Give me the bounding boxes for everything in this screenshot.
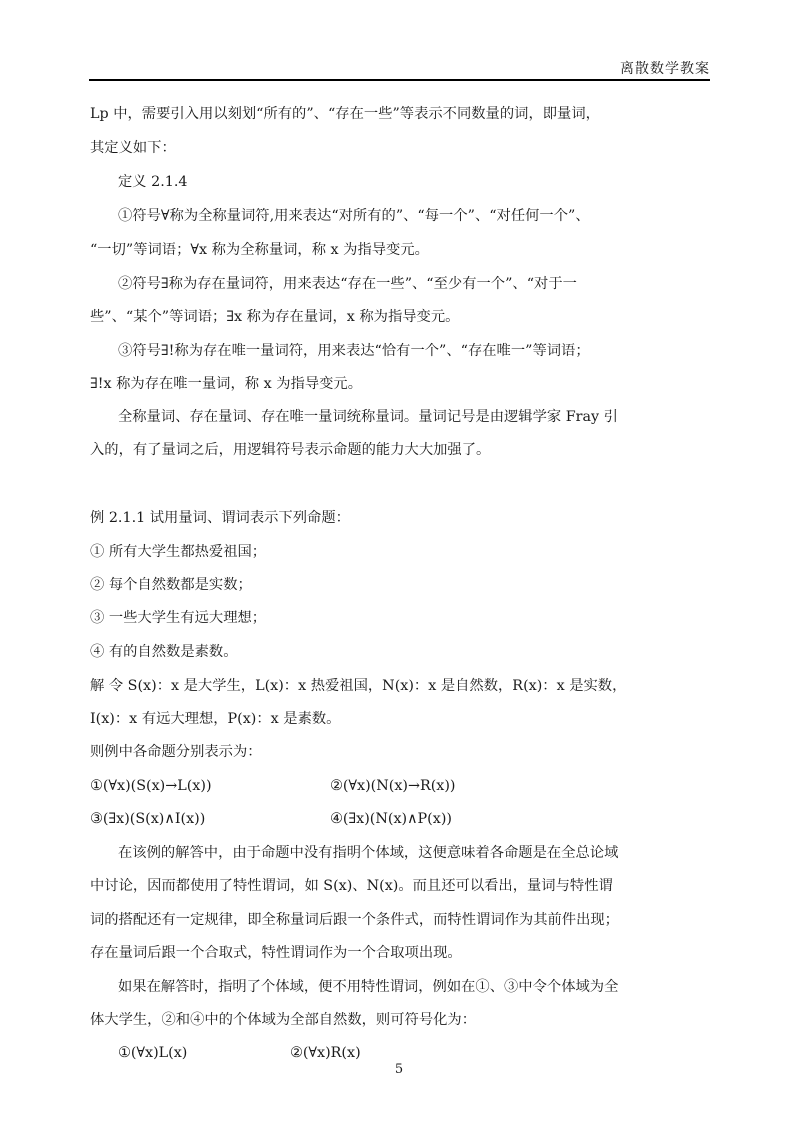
formula: ②(∀x)(N(x)→R(x)) — [330, 778, 456, 794]
definition-title: 定义 2.1.4 — [118, 174, 188, 190]
proposition-item: ④ 有的自然数是素数。 — [90, 644, 238, 660]
formula: ①(∀x)(S(x)→L(x)) — [90, 778, 212, 794]
definition-line: “一切”等词语；∀x 称为全称量词，称 x 为指导变元。 — [90, 242, 429, 258]
example-title: 例 2.1.1 试用量词、谓词表示下列命题： — [90, 510, 350, 526]
definition-line: ①符号∀称为全称量词符,用来表达“对所有的”、“每一个”、“对任何一个”、 — [118, 208, 590, 224]
discussion-line: 体大学生，②和④中的个体域为全部自然数，则可符号化为： — [90, 1012, 477, 1028]
formula: ②(∀x)R(x) — [290, 1045, 361, 1061]
definition-line: 全称量词、存在量词、存在唯一量词统称量词。量词记号是由逻辑学家 Fray 引 — [118, 409, 618, 425]
discussion-line: 中讨论，因而都使用了特性谓词，如 S(x)、N(x)。而且还可以看出，量词与特性谓 — [90, 878, 613, 894]
definition-line: ③符号∃!称为存在唯一量词符，用来表达“恰有一个”、“存在唯一”等词语； — [118, 343, 590, 359]
running-header: 离散数学教案 — [620, 61, 710, 77]
proposition-item: ③ 一些大学生有远大理想； — [90, 610, 267, 626]
discussion-line: 存在量词后跟一个合取式，特性谓词作为一个合取项出现。 — [90, 945, 462, 961]
solution-line: 则例中各命题分别表示为： — [90, 744, 262, 760]
definition-line: 入的，有了量词之后，用逻辑符号表示命题的能力大大加强了。 — [90, 442, 491, 458]
page-number: 5 — [394, 1062, 404, 1077]
proposition-item: ② 每个自然数都是实数； — [90, 577, 252, 593]
formula: ④(∃x)(N(x)∧P(x)) — [330, 811, 452, 827]
proposition-item: ① 所有大学生都热爱祖国； — [90, 544, 267, 560]
definition-line: 些”、“某个”等词语；∃x 称为存在量词，x 称为指导变元。 — [90, 309, 460, 325]
discussion-line: 词的搭配还有一定规律，即全称量词后跟一个条件式，而特性谓词作为其前件出现； — [90, 912, 619, 928]
definition-line: ②符号∃称为存在量词符，用来表达“存在一些”、“至少有一个”、“对于一 — [118, 276, 577, 292]
header-rule — [89, 79, 710, 81]
intro-line: 其定义如下： — [90, 140, 176, 156]
solution-line: 解 令 S(x)：x 是大学生，L(x)：x 热爱祖国，N(x)：x 是自然数，R(x)：x 是实数， — [90, 678, 627, 694]
formula: ③(∃x)(S(x)∧I(x)) — [90, 811, 206, 827]
intro-line: Lp 中，需要引入用以刻划“所有的”、“存在一些”等表示不同数量的词，即量词， — [90, 106, 600, 122]
discussion-line: 在该例的解答中，由于命题中没有指明个体域，这便意味着各命题是在全总论域 — [118, 845, 619, 861]
formula: ①(∀x)L(x) — [118, 1045, 188, 1061]
definition-line: ∃!x 称为存在唯一量词，称 x 为指导变元。 — [90, 376, 363, 392]
discussion-line: 如果在解答时，指明了个体域，便不用特性谓词，例如在①、③中令个体域为全 — [118, 979, 619, 995]
solution-line: I(x)：x 有远大理想，P(x)：x 是素数。 — [90, 711, 341, 727]
